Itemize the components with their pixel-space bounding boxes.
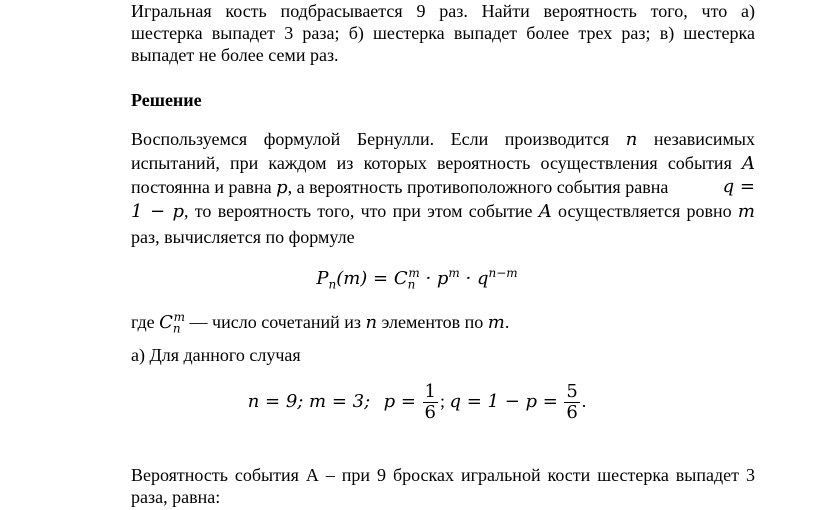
solution-heading: Решение	[131, 90, 202, 110]
part-a-label: а) Для данного случая	[131, 345, 301, 365]
probability-line-1: Вероятность события А – при 9 бросках игральной кости шестерка выпадет 3	[131, 465, 755, 485]
paragraph-line-1: Воспользуемся формулой Бернулли. Если производится n независимых	[131, 129, 755, 150]
values-formula: n = 9; m = 3; p = $\frac{1}{6}$ ; q = 1 − p = $\frac{5}{6}$ .	[247, 381, 587, 424]
paragraph-line-5: раз, вычисляется по формуле	[131, 227, 355, 247]
where-line: где $C_n^m$ — число сочетаний из n элементов по m.	[131, 310, 510, 336]
probability-line-2: раза, равна:	[131, 487, 221, 507]
problem-line-3: выпадет не более семи раз.	[131, 45, 339, 65]
problem-line-1: Игральная кость подбрасывается 9 раз. Найти вероятность того, что а)	[131, 1, 755, 21]
paragraph-line-3: постоянна и равна p, а вероятность противоположного события равна q =	[131, 176, 755, 198]
bernoulli-formula: $P_n(m) = C_n^m \cdot p^m \cdot q^{n-m}$	[316, 266, 518, 292]
problem-line-2: шестерка выпадет 3 раза; б) шестерка выпадет более трех раз; в) шестерка	[131, 23, 755, 43]
paragraph-line-2: испытаний, при каждом из которых вероятность осуществления события A	[131, 153, 756, 174]
paragraph-line-4: 1 − p, то вероятность того, что при этом событие A осуществляется ровно m	[131, 201, 755, 222]
